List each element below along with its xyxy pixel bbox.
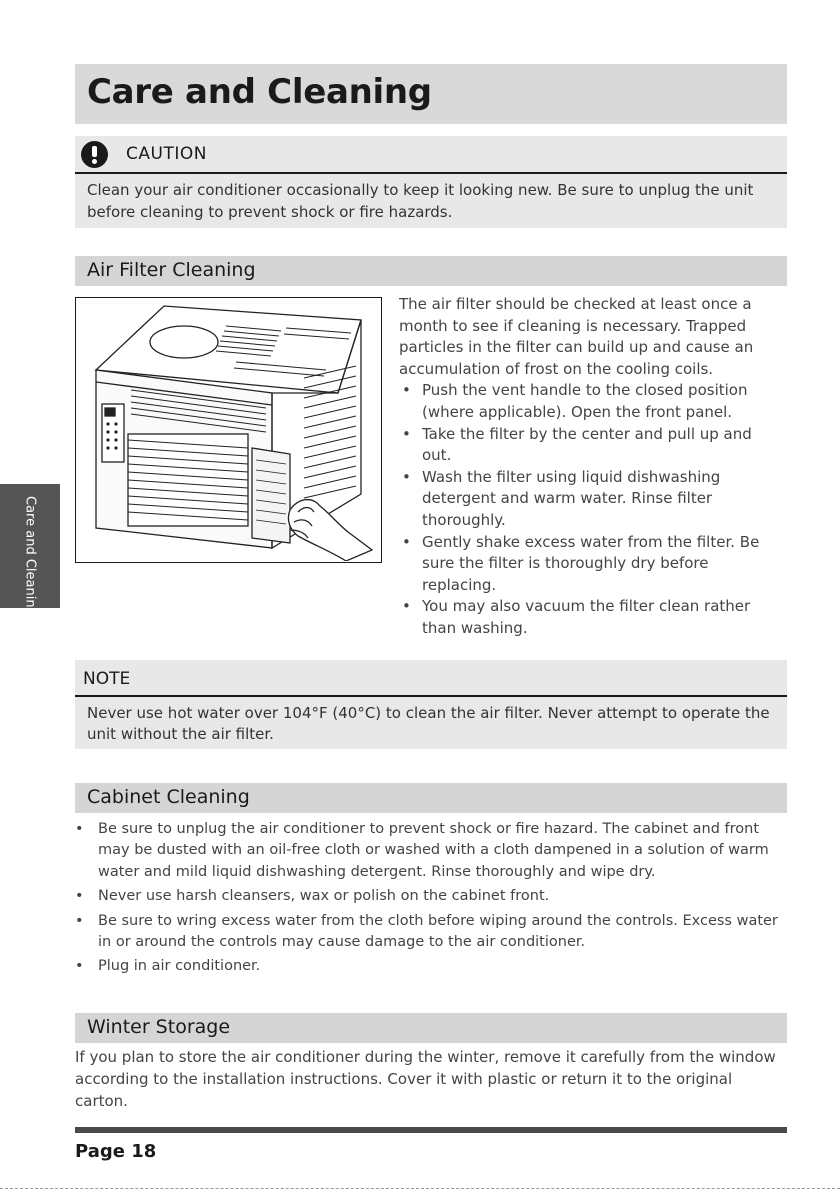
cabinet-heading: Cabinet Cleaning (87, 786, 250, 808)
winter-text: If you plan to store the air conditioner during the winter, remove it carefully from the window according to the installation instructions. Cover it with plastic or return it to the original carton. (75, 1048, 776, 1110)
caution-text: Clean your air conditioner occasionally to keep it looking new. Be sure to unplug the unit before cleaning to prevent shock or fire hazards. (87, 181, 754, 221)
caution-label: CAUTION (126, 144, 207, 164)
list-item: • Push the vent handle to the closed position (where applicable). Open the front panel. (399, 380, 785, 423)
air-conditioner-filter-illustration (75, 297, 382, 563)
divider (0, 1188, 840, 1192)
note-text: Never use hot water over 104°F (40°C) to clean the air filter. Never attempt to operate the unit without the air filter. (87, 704, 770, 743)
cabinet-list (75, 819, 787, 981)
air-filter-intro: The air filter should be checked at least once a month to see if cleaning is necessary. Trapped particles in the filter can build up and cause an accumulation of frost on the cooling coils. (399, 295, 754, 378)
caution-header (75, 136, 787, 174)
list-item: • Never use harsh cleansers, wax or polish on the cabinet front. (75, 886, 787, 907)
caution-box (75, 136, 787, 228)
title-bar (75, 64, 787, 124)
air-filter-heading-bar (75, 256, 787, 286)
note-header (75, 660, 787, 697)
list-item: • Gently shake excess water from the filter. Be sure the filter is thoroughly dry before replacing. (399, 532, 785, 597)
note-label: NOTE (83, 669, 131, 689)
list-item: • You may also vacuum the filter clean rather than washing. (399, 596, 785, 639)
air-filter-text (399, 294, 785, 640)
cabinet-heading-bar (75, 783, 787, 813)
exclamation-circle-icon (81, 141, 108, 168)
list-item: • Wash the filter using liquid dishwashing detergent and warm water. Rinse filter thoroughly. (399, 467, 785, 532)
list-item: • Plug in air conditioner. (75, 956, 787, 977)
page-title: Care and Cleaning (87, 72, 432, 112)
page-number: Page 18 (75, 1141, 157, 1162)
footer-rule (75, 1127, 787, 1133)
winter-heading-bar (75, 1013, 787, 1043)
note-box (75, 660, 787, 749)
air-conditioner-drawing (76, 298, 380, 561)
air-filter-steps (399, 380, 785, 639)
side-tab (0, 484, 60, 616)
list-item: • Be sure to wring excess water from the cloth before wiping around the controls. Excess water in or around the controls may cause damage to the air conditioner. (75, 911, 787, 954)
side-tab-label: Care and Cleaning (22, 496, 38, 616)
list-item: • Be sure to unplug the air conditioner to prevent shock or fire hazard. The cabinet and front may be dusted with an oil-free cloth or washed with a cloth dampened in a solution of warm water and mild liquid dishwashing detergent. Rinse thoroughly and wipe dry. (75, 819, 787, 883)
list-item: • Take the filter by the center and pull up and out. (399, 424, 785, 467)
winter-heading: Winter Storage (87, 1016, 231, 1038)
air-filter-heading: Air Filter Cleaning (87, 259, 256, 281)
